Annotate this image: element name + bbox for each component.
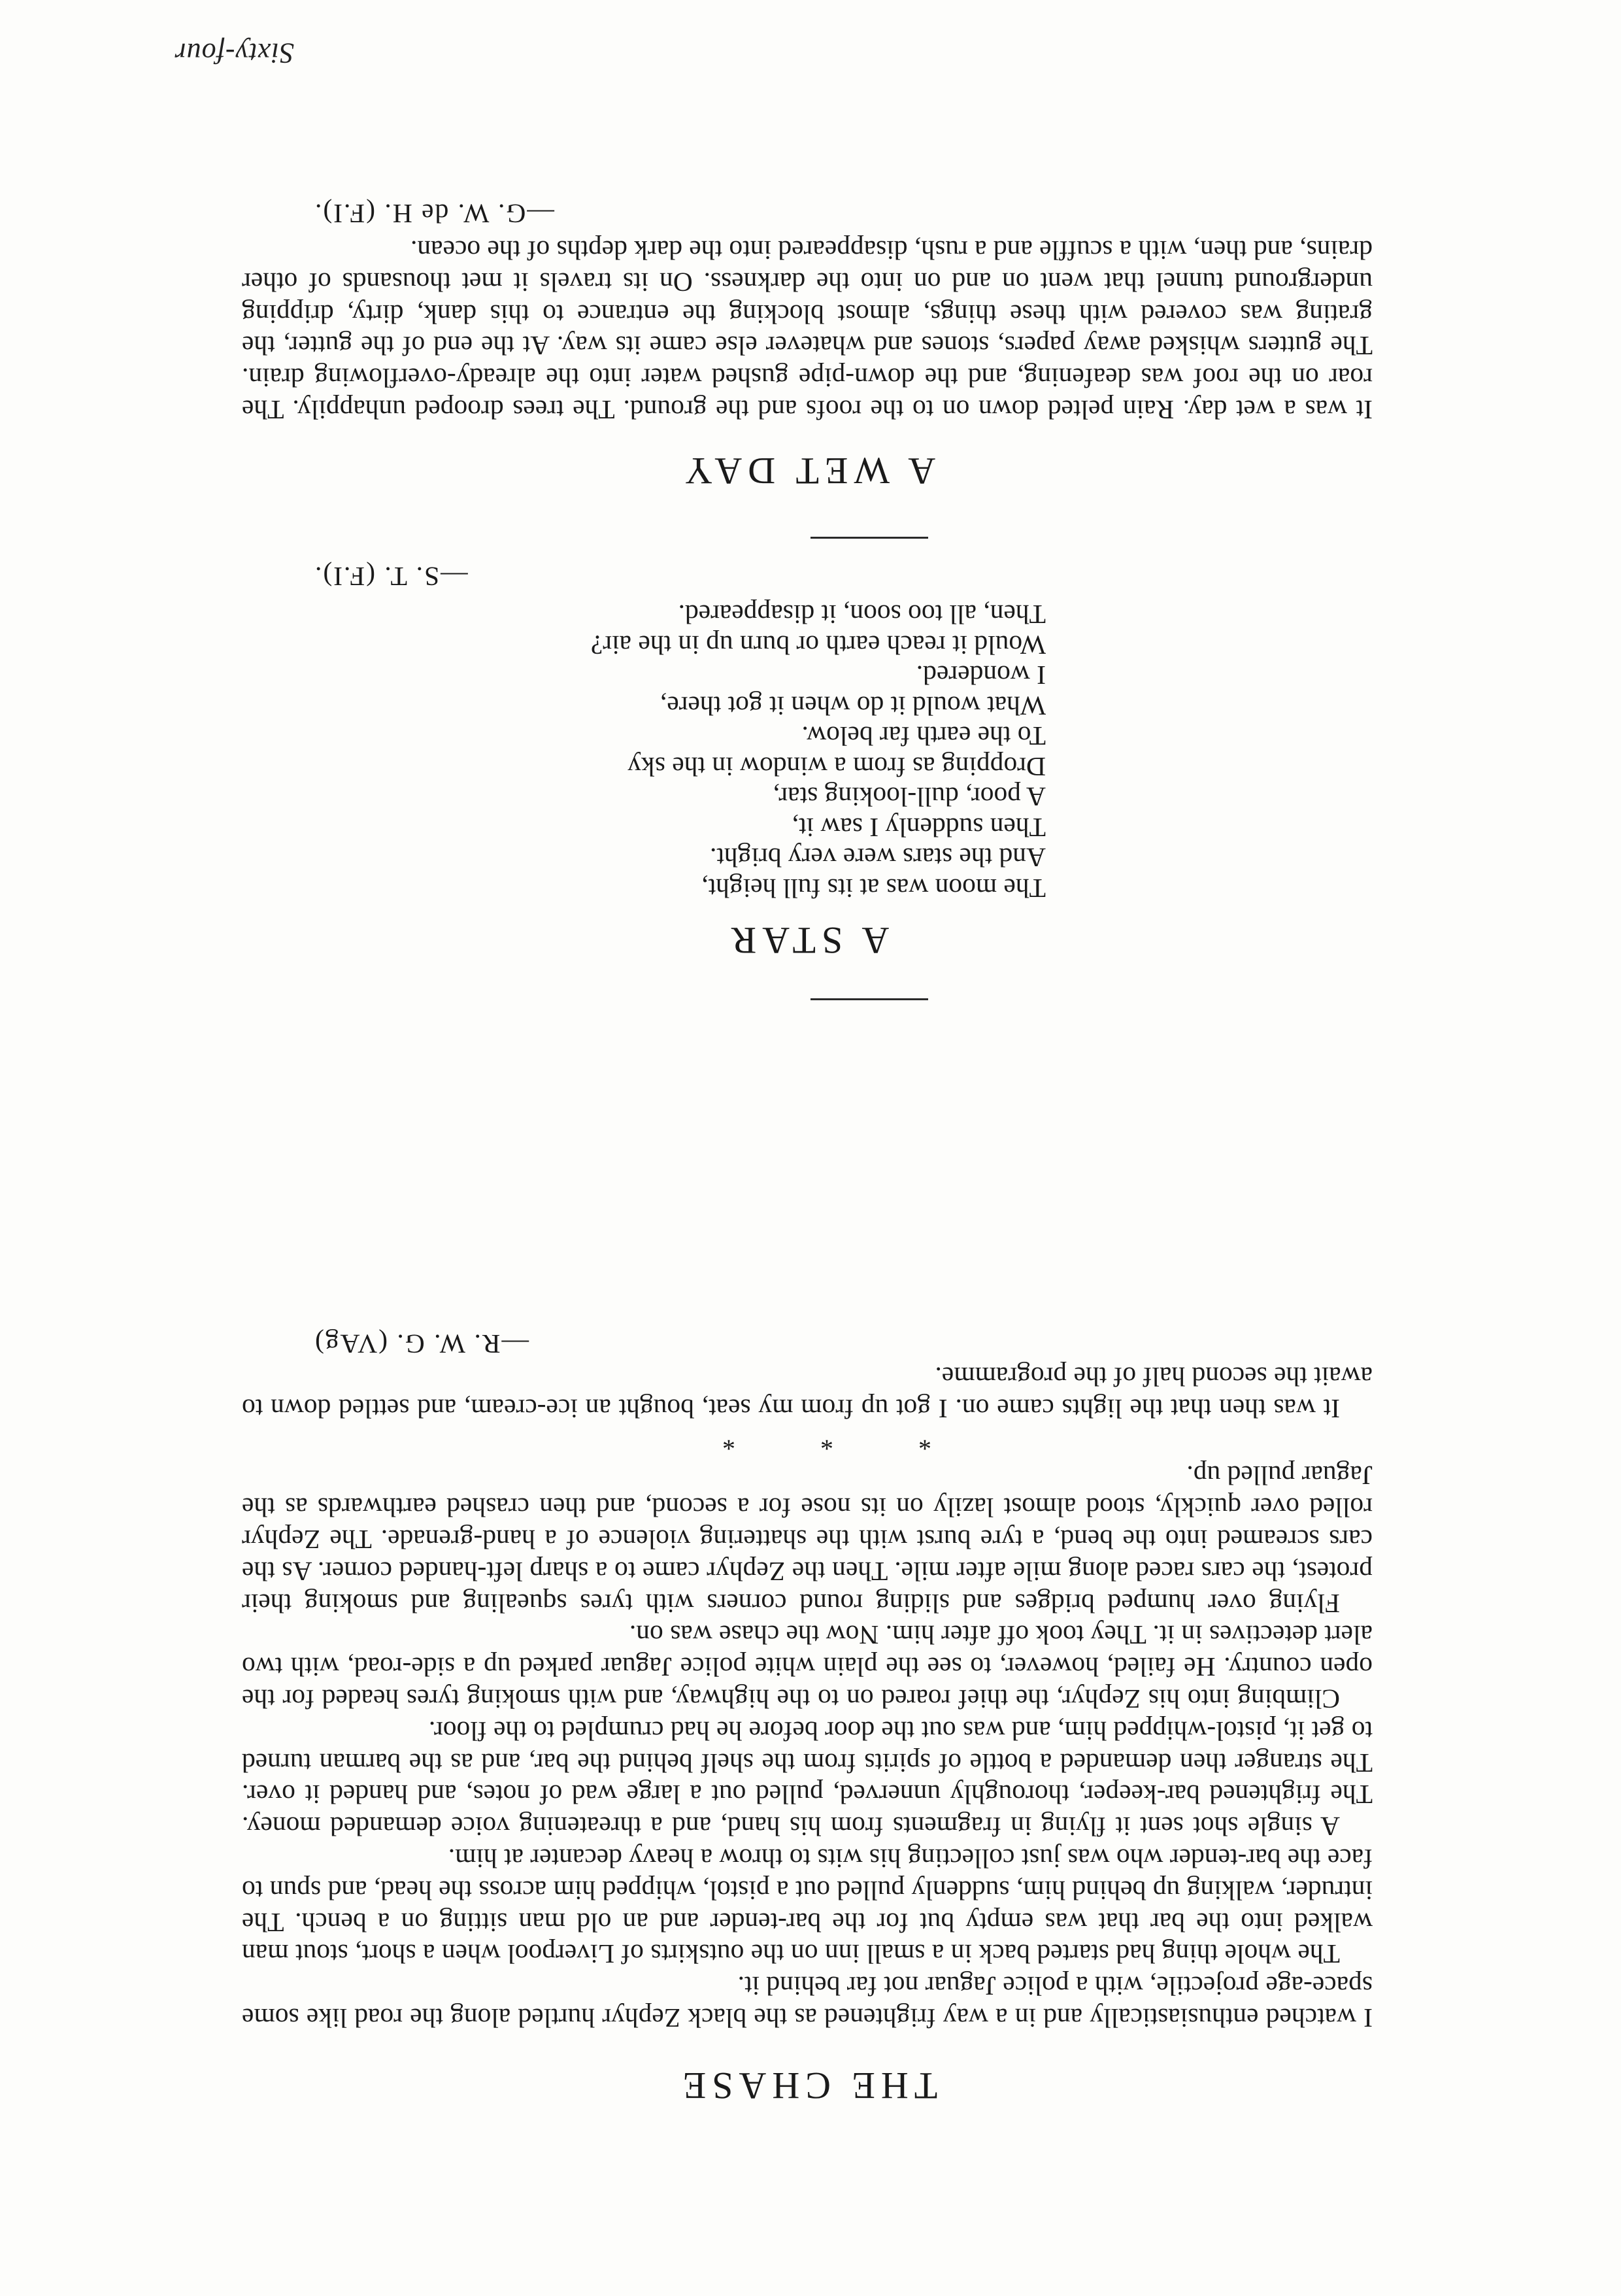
chase-paragraph: Flying over humped bridges and sliding round corners with tyres squealing and smoking their protest, the cars raced along mile after mile. Then the Zephyr came to a sharp left-handed corner. As the cars screamed into the bend, a tyre burst with the shattering violence of a hand-grenade. The Zephyr rolled over quickly, stood almost lazily on its nose for a second, and then crashed earthwards as the Jaguar pulled up.: [242, 1460, 1373, 1619]
wet-day-paragraph: It was a wet day. Rain pelted down on to the roofs and the ground. The trees drooped unhappily. The roar on the roof was deafening, and the down-pipe gushed water into the already-overflowing drain. The gutters whisked away papers, stones and whatever else came its way. At the end of the gutter, the grating was covered with these things, almost blocking the entrance to this dank, dirty, dripping underground tunnel that went on and on into the darkness. On its travels it met thousands of other drains, and then, with a scuffle and a rush, disappeared into the dark depths of the ocean.: [242, 235, 1373, 425]
wet-day-body: [242, 197, 1373, 426]
wet-day-story: [242, 197, 1373, 493]
poem-line: What would it do when it got there,: [660, 691, 1046, 721]
poem-line: Would it reach earth or burn up in the air?: [590, 630, 1046, 660]
star-poem-section: [242, 919, 1373, 962]
chase-title: THE CHASE: [677, 2065, 938, 2107]
poem-line: Then, all too soon, it disappeared.: [678, 599, 1046, 630]
poem-line: Dropping as from a window in the sky: [627, 752, 1046, 782]
wet-day-signature: —G. W. de H. (F.I).: [314, 199, 554, 229]
chase-paragraph: Climbing into his Zephyr, the thief roared on to the highway, and with smoking tyres headed for the open country. He failed, however, to see the plain white police Jaguar parked up a side-road, with two alert detectives in it. They took off after him. Now the chase was on.: [242, 1620, 1373, 1715]
divider-rule: [811, 537, 928, 539]
chase-signature: —R. W. G. (VAg): [314, 1329, 529, 1360]
chase-paragraph: The whole thing had started back in a small inn on the outskirts of Liverpool when a short, stout man walked into the bar that was empty but for the bar-tender and an old man sitting on a bench. The intruder, walking up behind him, suddenly pulled out a pistol, whipped him across the head, and spun to face the bar-tender who was just collecting his wits to throw a heavy decanter at him.: [242, 1844, 1373, 1970]
star-poem: [458, 599, 1046, 903]
poem-line: To the earth far below.: [801, 721, 1046, 752]
star-title: A STAR: [725, 919, 890, 962]
section-separator: * * *: [683, 1426, 931, 1456]
chase-paragraph: A single shot sent it flying in fragments from his hand, and a threatening voice demanded money. The frightened bar-keeper, thoroughly unnerved, pulled out a large wad of notes, and handed it over. The stranger then demanded a bottle of spirits from the shelf behind the bar, and as the barman turned to get it, pistol-whipped him, and was out the door before he had crumpled to the floor.: [242, 1715, 1373, 1842]
wet-day-title: A WET DAY: [678, 450, 936, 492]
chase-closing: It was then that the lights came on. I got up from my seat, bought an ice-cream, and settled down to await the second half of the programme.: [242, 1361, 1373, 1424]
star-signature: —S. T. (F.I).: [314, 562, 468, 592]
poem-line: Then suddenly I saw it,: [792, 813, 1046, 843]
poem-line: The moon was at its full height,: [701, 873, 1046, 903]
poem-line: I wondered.: [916, 660, 1046, 691]
chase-story: [242, 1328, 1373, 2108]
poem-line: And the stars were very bright.: [710, 843, 1046, 873]
chase-paragraph: I watched enthusiastically and in a way frightened as the black Zephyr hurtled along the road like some space-age projectile, with a police Jaguar not far behind it.: [242, 1971, 1373, 2033]
star-signature-row: [242, 560, 1373, 593]
poem-line: A poor, dull-looking star,: [773, 782, 1046, 813]
page-number: Sixty-four: [174, 37, 294, 69]
chase-body: [242, 1328, 1373, 2034]
divider-rule: [811, 998, 928, 1000]
